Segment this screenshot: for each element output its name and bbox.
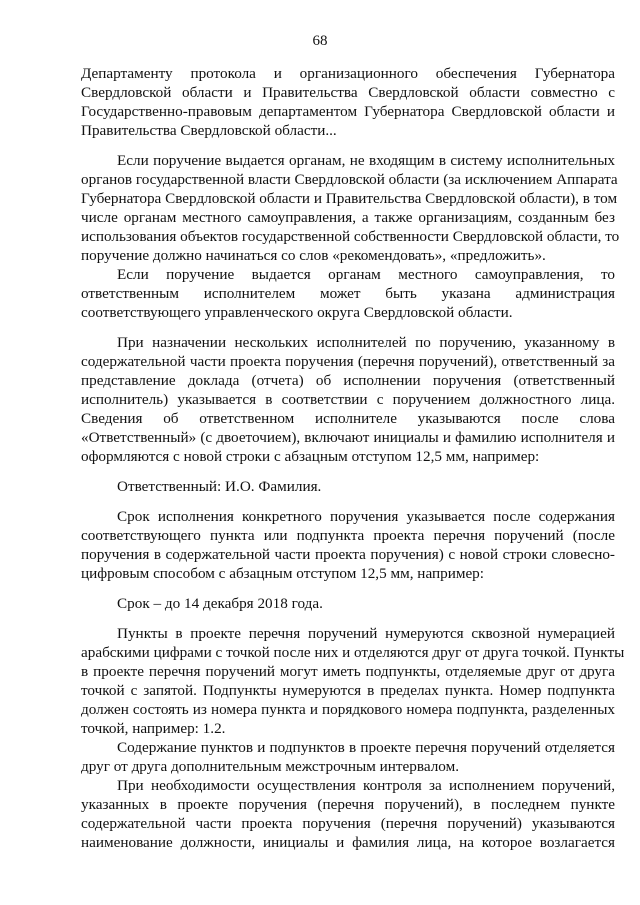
text-line: должен состоять из номера пункта и порядкового номера подпункта, разделенных: [81, 701, 615, 718]
text-line: оформляются с новой строки с абзацным отступом 12,5 мм, например:: [81, 448, 540, 465]
text-line: точкой, например: 1.2.: [81, 720, 226, 737]
text-line: содержательной части проекта поручения (перечня поручений), ответственный за: [81, 353, 615, 370]
text-line: арабскими цифрами с точкой после них и отделяются друг от друга точкой. Пункты: [81, 644, 625, 661]
text-line: Государственно-правовым департаментом Губернатора Свердловской области и: [81, 103, 615, 120]
text-line: Губернатора Свердловской области и Правительства Свердловской области), в том: [81, 190, 618, 207]
text-line: числе органам местного самоуправления, а также организациям, созданным без: [81, 209, 615, 226]
text-line: поручение должно начинаться со слов «рекомендовать», «предложить».: [81, 247, 546, 264]
text-line: указанных в проекте поручения (перечня поручений), в последнем пункте: [81, 796, 615, 813]
page-number: 68: [312, 33, 328, 49]
text-line: использования объектов государственной собственности Свердловской области, то: [81, 228, 620, 245]
text-line: соответствующего пункта или подпункта проекта перечня поручений (после: [81, 527, 615, 544]
text-line: поручения в содержательной части проекта поручения) с новой строки словесно-: [81, 546, 615, 563]
text-line: Правительства Свердловской области...: [81, 122, 337, 139]
text-line: Сведения об ответственном исполнителе указываются после слова: [81, 410, 615, 427]
text-line: При назначении нескольких исполнителей по поручению, указанному в: [117, 334, 615, 351]
text-line: органов государственной власти Свердловской области (за исключением Аппарата: [81, 171, 618, 188]
text-line: Пункты в проекте перечня поручений нумеруются сквозной нумерацией: [117, 625, 615, 642]
text-line: Ответственный: И.О. Фамилия.: [117, 478, 322, 495]
text-line: точкой с запятой. Подпункты нумеруются в пределах пункта. Номер подпункта: [81, 682, 615, 699]
text-line: цифровым способом с абзацным отступом 12,5 мм, например:: [81, 565, 484, 582]
text-line: Срок исполнения конкретного поручения указывается после содержания: [117, 508, 615, 525]
text-line: «Ответственный» (с двоеточием), включают инициалы и фамилию исполнителя и: [81, 429, 615, 446]
text-line: Если поручение выдается органам местного самоуправления, то: [117, 266, 615, 283]
text-line: соответствующего управленческого округа Свердловской области.: [81, 304, 513, 321]
text-line: При необходимости осуществления контроля за исполнением поручений,: [117, 777, 615, 794]
text-line: ответственным исполнителем может быть указана администрация: [81, 285, 615, 302]
text-line: исполнитель) указывается в соответствии с поручением должностного лица.: [81, 391, 615, 408]
text-line: друг от друга дополнительным межстрочным интервалом.: [81, 758, 460, 775]
text-line: Свердловской области и Правительства Свердловской области совместно с: [81, 84, 615, 101]
text-line: Департаменту протокола и организационного обеспечения Губернатора: [81, 65, 615, 82]
text-line: представление доклада (отчета) об исполнении поручения (ответственный: [81, 372, 615, 389]
text-line: Содержание пунктов и подпунктов в проекте перечня поручений отделяется: [117, 739, 615, 756]
text-line: в проекте перечня поручений могут иметь подпункты, отделяемые друг от друга: [81, 663, 615, 680]
text-line: содержательной части проекта поручения (перечня поручений) указываются: [81, 815, 615, 832]
text-line: Если поручение выдается органам, не входящим в систему исполнительных: [117, 152, 615, 169]
text-line: Срок – до 14 декабря 2018 года.: [117, 595, 323, 612]
text-line: наименование должности, инициалы и фамилия лица, на которое возлагается: [81, 834, 615, 851]
